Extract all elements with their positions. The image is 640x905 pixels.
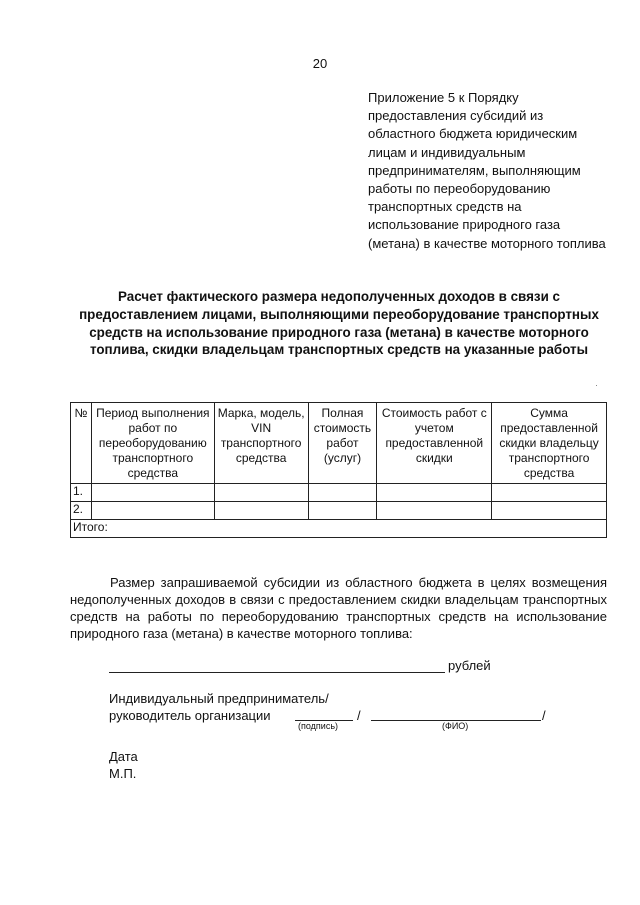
document-title: Расчет фактического размера недополученных доходов в связи с предоставлением лицами, выполняющими переоборудование транспортных средств на использование природного газа (метана) в качестве моторного топлива, скидки владельцам транспортных средств на указанные работы (79, 289, 599, 358)
table-cell[interactable] (308, 484, 377, 502)
table-cell[interactable] (308, 502, 377, 520)
stamp-label: М.П. (109, 766, 137, 781)
currency-label: рублей (448, 658, 491, 673)
appendix-note: Приложение 5 к Порядку предоставления субсидий из областного бюджета юридическим лицам и индивидуальным предпринимателям, выполняющим работы по переоборудованию транспортных средств на использование природного газа (метана) в качестве моторного топлива (368, 90, 606, 251)
page-number: 20 (312, 56, 328, 71)
header-period: Период выполнения работ по переоборудованию транспортного средства (91, 403, 214, 484)
separator-slash: / (357, 708, 361, 723)
signer-row (109, 707, 609, 724)
total-label: Итого: (71, 520, 607, 538)
calculation-table (70, 402, 607, 538)
scan-speck (596, 385, 597, 386)
signature-block (109, 690, 609, 724)
row-number: 2. (71, 502, 92, 520)
table-cell[interactable] (91, 502, 214, 520)
table-cell[interactable] (492, 502, 607, 520)
header-vehicle: Марка, модель, VIN транспортного средства (214, 403, 308, 484)
table-total-row (71, 520, 607, 538)
name-caption: (ФИО) (442, 721, 469, 731)
subsidy-amount-line (109, 658, 609, 676)
header-number: № (71, 403, 92, 484)
signer-line-2: руководитель организации (109, 708, 271, 723)
table-header-row (71, 403, 607, 484)
table-cell[interactable] (214, 484, 308, 502)
date-label: Дата (109, 749, 138, 764)
header-discounted-cost: Стоимость работ с учетом предоставленной скидки (377, 403, 492, 484)
table-row (71, 502, 607, 520)
header-full-cost: Полная стоимость работ (услуг) (308, 403, 377, 484)
table-cell[interactable] (492, 484, 607, 502)
signature-caption: (подпись) (298, 721, 339, 731)
amount-blank[interactable] (109, 672, 445, 673)
date-stamp-block (109, 748, 138, 782)
table-row (71, 484, 607, 502)
row-number: 1. (71, 484, 92, 502)
separator-slash: / (542, 708, 546, 723)
signer-line-1: Индивидуальный предприниматель/ (109, 691, 329, 706)
table-cell[interactable] (377, 484, 492, 502)
header-discount-sum: Сумма предоставленной скидки владельцу транспортного средства (492, 403, 607, 484)
table-cell[interactable] (377, 502, 492, 520)
table-cell[interactable] (214, 502, 308, 520)
table-cell[interactable] (91, 484, 214, 502)
subsidy-paragraph: Размер запрашиваемой субсидии из областного бюджета в целях возмещения недополученных доходов в связи с предоставлением скидки владельцам транспортных средств на работы по переоборудованию транспортных средств на использование природного газа (метана) в качестве моторного топлива: (70, 575, 607, 641)
